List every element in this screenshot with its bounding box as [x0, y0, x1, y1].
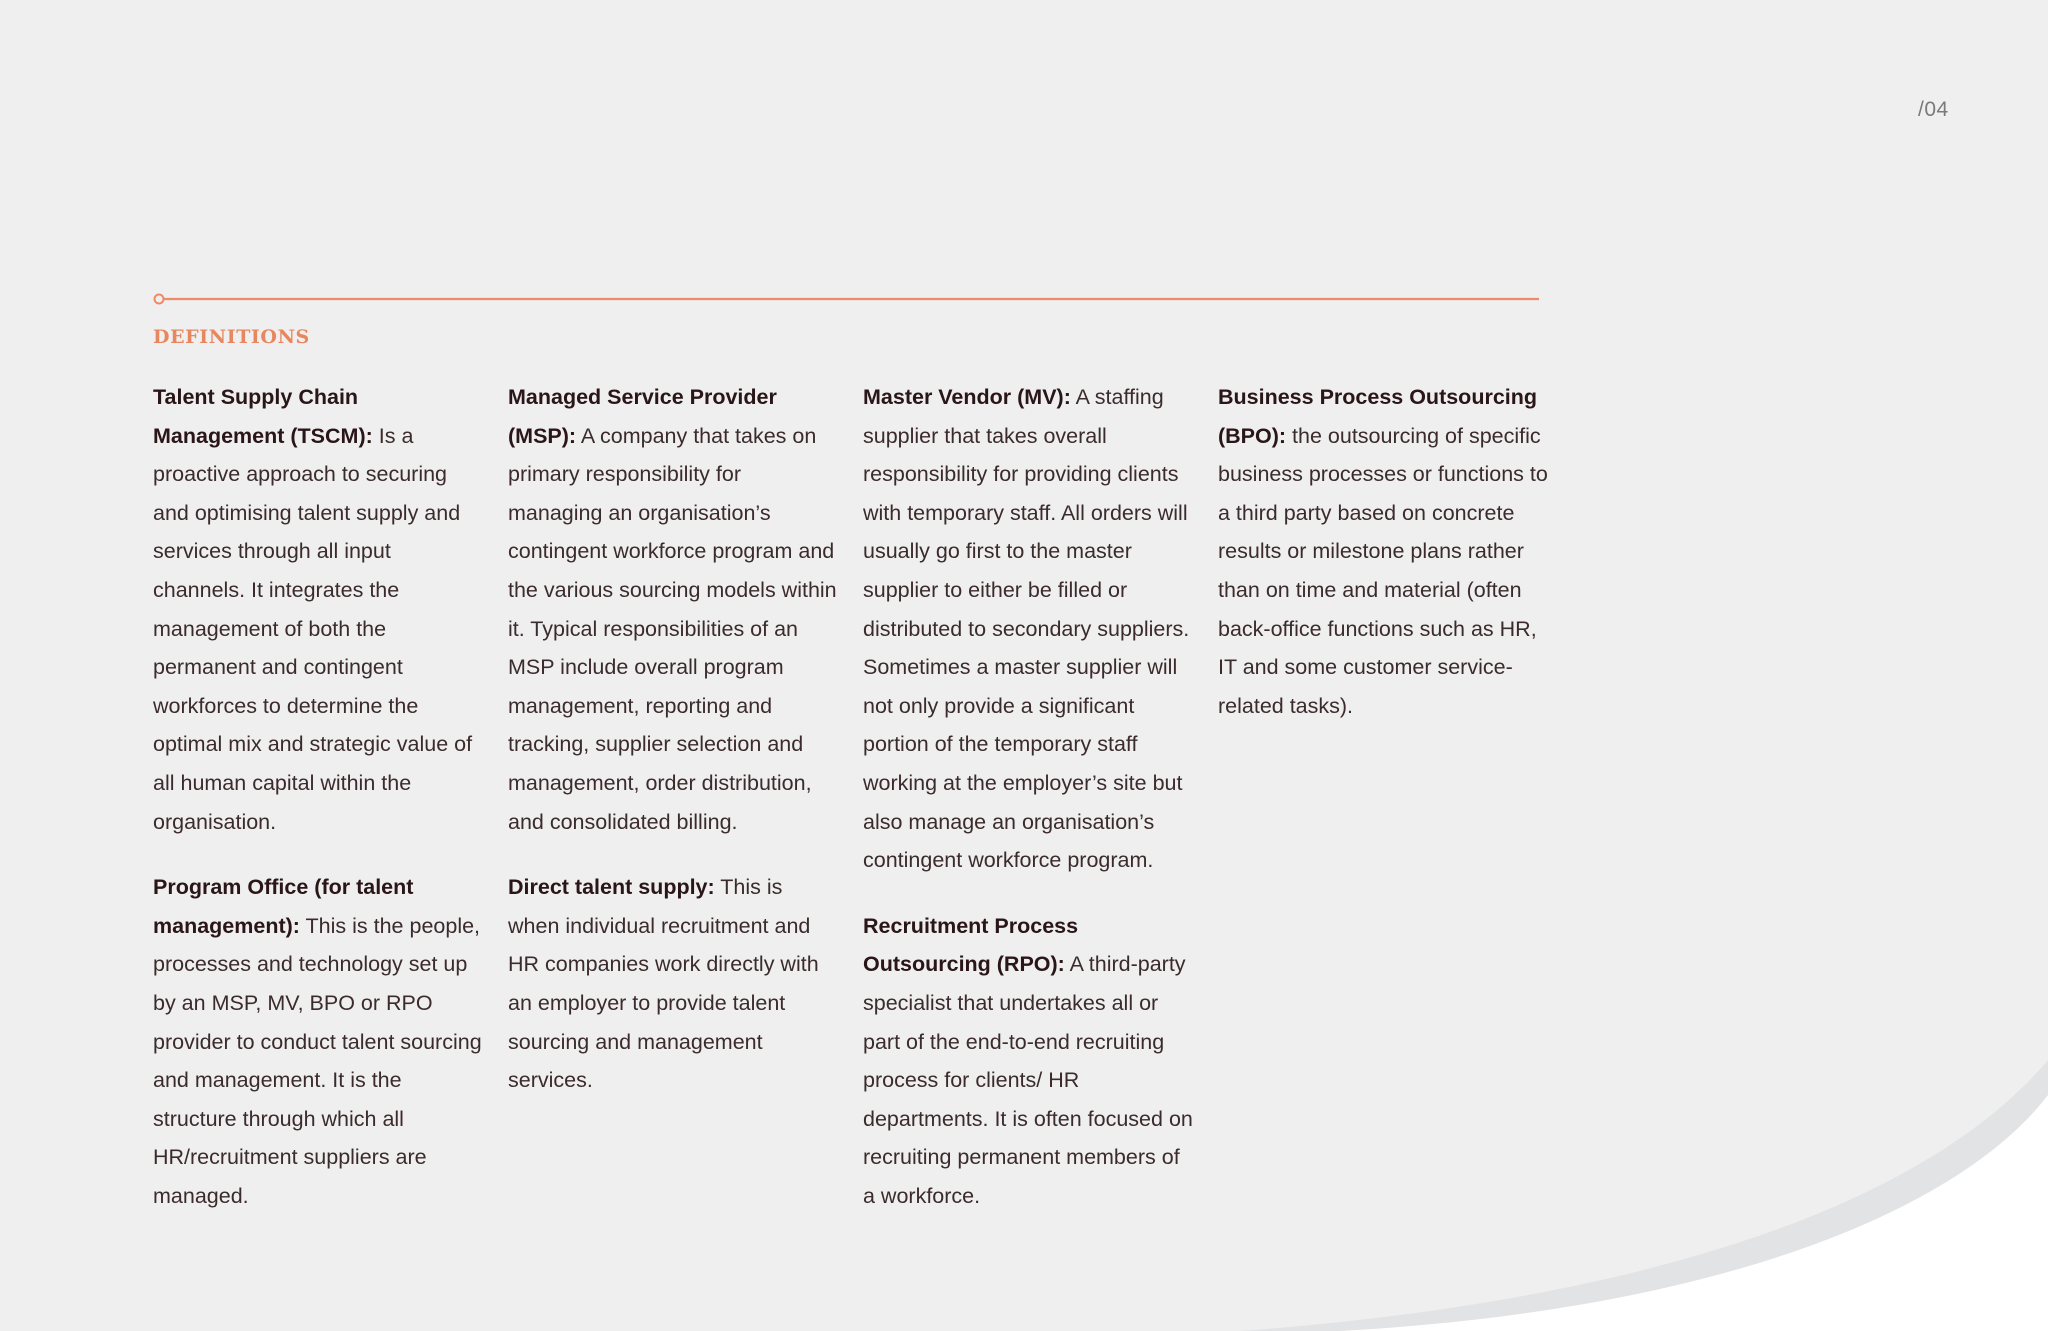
definition-term: Direct talent supply: [508, 875, 715, 900]
definition-text: A company that takes on primary responsibility for managing an organisation’s contingent workforce program and the various sourcing models within it. Typical responsibilities of an MSP include overall program management, reporting and tracking, supplier selection and management, order distribution, and consolidated billing. [508, 423, 837, 834]
page-number: /04 [1918, 98, 1949, 121]
definition-program-office [153, 868, 483, 1215]
definitions-column-4 [1218, 378, 1548, 752]
definitions-column-1 [153, 378, 483, 1242]
definitions-column-3 [863, 378, 1193, 1242]
definition-mv [863, 378, 1193, 880]
definition-term: Managed Service Provider (MSP): [508, 385, 777, 448]
definition-bpo [1218, 378, 1548, 725]
definition-term: Talent Supply Chain Management (TSCM): [153, 385, 373, 448]
definitions-column-2 [508, 378, 838, 1127]
definition-text: A staffing supplier that takes overall responsibility for providing clients with temporary staff. All orders will usually go first to the master supplier to either be filled or distributed to secondary suppliers. Sometimes a master supplier will not only provide a significant portion of the temporary staff working at the employer’s site but also manage an organisation’s contingent workforce program. [863, 385, 1190, 873]
definition-text: Is a proactive approach to securing and optimising talent supply and services through all input channels. It integrates the management of both the permanent and contingent workforces to determine the optimal mix and strategic value of all human capital within the organisation. [153, 423, 473, 834]
section-divider [153, 293, 1539, 305]
definition-term: Business Process Outsourcing (BPO): [1218, 385, 1538, 448]
definition-text: This is the people, processes and technology set up by an MSP, MV, BPO or RPO provider to conduct talent sourcing and management. It is the structure through which all HR/recruitment suppliers are managed. [153, 913, 482, 1208]
definition-term: Program Office (for talent management): [153, 875, 414, 938]
definition-text: A third-party specialist that undertakes all or part of the end-to-end recruiting process for clients/ HR departments. It is often focused on recruiting permanent members of a workforce. [863, 952, 1193, 1208]
definition-rpo [863, 907, 1193, 1216]
section-title: DEFINITIONS [153, 326, 310, 348]
definition-text: This is when individual recruitment and HR companies work directly with an employer to provide talent sourcing and management services. [508, 875, 819, 1093]
definition-term: Master Vendor (MV): [863, 385, 1071, 409]
definition-tscm [153, 378, 483, 841]
definition-term: Recruitment Process Outsourcing (RPO): [863, 913, 1079, 977]
definition-text: the outsourcing of specific business processes or functions to a third party based on concrete results or milestone plans rather than on time and material (often back-office functions such as HR, IT and some customer service-related tasks). [1218, 423, 1548, 718]
definition-direct-talent-supply [508, 868, 838, 1100]
definition-msp [508, 378, 838, 841]
